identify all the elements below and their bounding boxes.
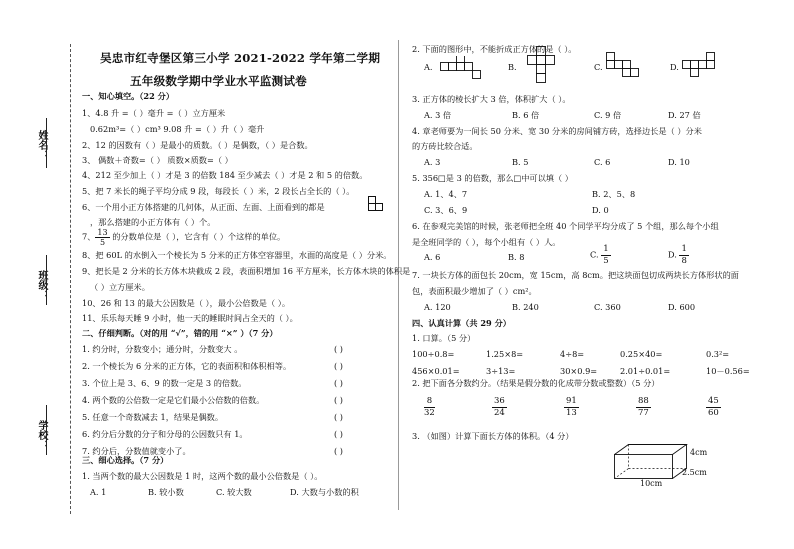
q1-line2: 0.62m³=（ ）cm³ 9.08 升 =（ ）升（ ）毫升	[90, 124, 265, 134]
q7-suffix: 的分数单位是（ ），它含有（ ）个这样的单位。	[109, 231, 286, 242]
choice-7-option-c[interactable]: C. 360	[594, 302, 621, 312]
reduce-fraction-1-denominator: 32	[424, 408, 435, 418]
reduce-fraction-5	[706, 396, 721, 419]
calc-row-2-item-1: 456×0.01=	[412, 366, 460, 376]
q6-view-figure-icon	[368, 196, 384, 212]
choice-3: 3. 正方体的棱长扩大 3 倍，体积扩大（ ）。	[412, 94, 571, 104]
class-underline	[46, 255, 48, 305]
reduce-fraction-4	[636, 396, 651, 419]
reduce-fraction-1	[424, 396, 435, 419]
binding-line	[70, 44, 71, 514]
choice-1-option-c[interactable]: C. 较大数	[216, 487, 252, 497]
cuboid-height-label: 4cm	[690, 448, 708, 457]
q6-line2: ，那么搭建的小正方体有（ ）个。	[90, 217, 216, 227]
calc-row-1-item-3: 4÷8=	[560, 349, 585, 359]
judge-4: 4. 两个数的公倍数一定是它们最小公倍数的倍数。	[82, 395, 265, 405]
q9-line1: 9、把长是 2 分米的长方体木块截成 2 段，表面积增加 16 平方厘米，长方体木块的体积是	[82, 266, 411, 276]
q7-fraction-numerator: 13	[97, 228, 108, 237]
judge-5: 5. 任意一个奇数减去 1，结果是偶数。	[82, 412, 224, 422]
choice-6-option-c-fraction	[601, 244, 610, 267]
choice-7-line1: 7. 一块长方体的面包长 20cm，宽 15cm，高 8cm。把这块面包切成两块长方体形状的面	[412, 270, 739, 280]
q3: 3、 偶数＋奇数=（ ） 质数×质数=（ ）	[82, 155, 233, 165]
section-1-heading: 一、知心填空。（22 分）	[82, 91, 175, 101]
choice-6-option-d-numerator: 1	[681, 244, 687, 254]
choice-6-option-d-denominator: 8	[681, 256, 687, 266]
choice-6-line1: 6. 在参观完美馆的时候，张老师把全班 40 个同学平均分成了 5 个组，那么每个小组	[412, 221, 719, 231]
choice-6-option-d[interactable]	[668, 244, 689, 267]
choice-1: 1. 当两个数的最大公因数是 1 时，这两个数的最小公倍数是（ ）。	[82, 471, 323, 481]
section-2-heading: 二、仔细判断。（对的用 “√”，错的用 “×” ）（7 分）	[82, 328, 278, 338]
reduce-fraction-5-numerator: 45	[708, 396, 719, 406]
choice-4-line2: 的方砖比较合适。	[412, 141, 478, 151]
reduce-fraction-3-numerator: 91	[566, 396, 577, 406]
exam-title: 吴忠市红寺堡区第三小学 2021-2022 学年第二学期	[100, 51, 381, 65]
q6-line1: 6、一个用小正方体搭建的几何体，从正面、左面、上面看到的都是	[82, 202, 325, 212]
exam-subtitle: 五年级数学期中学业水平监测试卷	[130, 74, 307, 88]
choice-3-option-c[interactable]: C. 9 倍	[594, 110, 622, 120]
choice-4-option-a[interactable]: A. 3	[424, 157, 441, 167]
reduce-fraction-1-numerator: 8	[424, 396, 435, 408]
choice-4-option-b[interactable]: B. 5	[512, 157, 529, 167]
choice-6-option-c-letter: C.	[590, 249, 599, 260]
reduce-fraction-2-numerator: 36	[494, 396, 505, 406]
choice-2-option-c[interactable]: C.	[594, 62, 603, 72]
reduce-fraction-4-denominator: 77	[638, 408, 649, 418]
choice-6-option-c[interactable]	[590, 244, 611, 267]
choice-6-option-c-denominator: 5	[603, 256, 609, 266]
school-label: 学校：	[36, 420, 47, 450]
choice-7-option-b[interactable]: B. 240	[512, 302, 539, 312]
q5: 5、把 7 米长的绳子平均分成 9 段，每段长（ ）米，2 段长占全长的（ ）。	[82, 186, 355, 196]
reduce-fraction-5-denominator: 60	[708, 408, 719, 418]
choice-5-option-b[interactable]: B. 2、5、8	[592, 189, 636, 199]
choice-7-option-a[interactable]: A. 120	[424, 302, 451, 312]
choice-3-option-d[interactable]: D. 27 倍	[668, 110, 701, 120]
judge-6: 6. 约分后分数的分子和分母的公因数只有 1。	[82, 429, 248, 439]
choice-6-option-a[interactable]: A. 6	[424, 252, 441, 262]
q7	[82, 228, 285, 247]
judge-5-answer[interactable]: ( )	[334, 412, 343, 422]
choice-5-option-a[interactable]: A. 1、4、7	[424, 189, 468, 199]
judge-3: 3. 个位上是 3、6、9 的数一定是 3 的倍数。	[82, 378, 247, 388]
calc-row-1-item-5: 0.3²=	[706, 349, 730, 359]
calc-2-heading: 2. 把下面各分数约分。（结果是假分数的化成带分数或整数）（5 分）	[412, 378, 660, 388]
choice-7-line2: 包，表面积最少增加了（ ）cm²。	[412, 286, 537, 296]
q8: 8、把 60L 的水倒入一个棱长为 5 分米的正方体空容器里，水面的高度是（ ）分米。	[82, 250, 392, 260]
judge-7-answer[interactable]: ( )	[334, 446, 343, 456]
choice-6-option-d-letter: D.	[668, 249, 677, 260]
calc-row-2-item-3: 30×0.9=	[560, 366, 598, 376]
choice-6-line2: 是全班同学的（ ），每个小组有（ ）人。	[412, 237, 561, 247]
net-a-icon	[440, 56, 488, 84]
choice-1-option-d[interactable]: D. 大数与小数的积	[290, 487, 359, 497]
q10: 10、26 和 13 的最大公因数是（ ），最小公倍数是（ ）。	[82, 298, 291, 308]
choice-7-option-d[interactable]: D. 600	[668, 302, 696, 312]
choice-3-option-a[interactable]: A. 3 倍	[424, 110, 452, 120]
school-underline	[46, 405, 48, 455]
choice-2: 2. 下面的图形中，不能折成正方体的是（ ）。	[412, 44, 577, 54]
q4: 4、212 至少加上（ ）才是 3 的倍数 184 至少减去（ ）才是 2 和 5 的倍数。	[82, 170, 368, 180]
choice-5-option-d[interactable]: D. 0	[592, 205, 609, 215]
choice-4-line1: 4. 章老师要为一间长 50 分米、宽 30 分米的房间铺方砖，选择边长是（ ）分米	[412, 126, 702, 136]
reduce-fraction-2	[492, 396, 507, 419]
reduce-fraction-4-numerator: 88	[638, 396, 649, 406]
calc-row-1-item-1: 100÷0.8=	[412, 349, 455, 359]
net-c-icon	[606, 52, 642, 86]
reduce-fraction-3-denominator: 13	[566, 408, 577, 418]
choice-6-option-b[interactable]: B. 8	[508, 252, 525, 262]
cuboid-length-label: 10cm	[640, 479, 663, 488]
name-label: 姓名：	[36, 130, 47, 160]
section-4-heading: 四、认真计算（共 29 分）	[412, 318, 511, 328]
choice-6-option-d-fraction	[679, 244, 688, 267]
choice-4-option-c[interactable]: C. 6	[594, 157, 611, 167]
q11: 11、乐乐每天睡 9 小时，他一天的睡眠时间占全天的（ ）。	[82, 313, 298, 323]
choice-3-option-b[interactable]: B. 6 倍	[512, 110, 540, 120]
choice-1-option-a[interactable]: A. 1	[90, 487, 107, 497]
q7-prefix: 7、	[82, 231, 96, 242]
choice-5-option-c[interactable]: C. 3、6、9	[424, 205, 468, 215]
calc-3-heading: 3. （如图）计算下面长方体的体积。（4 分）	[412, 431, 574, 441]
judge-1: 1. 约分时，分数变小；通分时，分数变大 。	[82, 344, 243, 354]
calc-row-1-item-2: 1.25×8=	[486, 349, 524, 359]
judge-2-answer[interactable]: ( )	[334, 361, 343, 371]
choice-2-option-a[interactable]: A.	[424, 62, 433, 72]
calc-row-2-item-5: 10－0.56=	[706, 366, 750, 376]
q9-line2: （ ）立方厘米。	[90, 282, 150, 292]
calc-row-1-item-4: 0.25×40=	[620, 349, 663, 359]
judge-6-answer[interactable]: ( )	[334, 429, 343, 439]
judge-4-answer[interactable]: ( )	[334, 395, 343, 405]
judge-1-answer[interactable]: ( )	[334, 344, 343, 354]
q7-fraction	[95, 228, 109, 247]
judge-7: 7. 约分后，分数值就变小了。	[82, 446, 191, 456]
choice-4-option-d[interactable]: D. 10	[668, 157, 690, 167]
cuboid-width-label: 2.5cm	[682, 468, 707, 477]
choice-6-option-c-numerator: 1	[603, 244, 609, 254]
judge-3-answer[interactable]: ( )	[334, 378, 343, 388]
choice-5: 5. 356□是 3 的倍数，那么□中可以填（ ）	[412, 173, 573, 183]
calc-1-heading: 1. 口算。（5 分）	[412, 333, 476, 343]
calc-row-2-item-4: 2.01÷0.01=	[620, 366, 671, 376]
choice-1-option-b[interactable]: B. 较小数	[148, 487, 184, 497]
reduce-fraction-2-denominator: 24	[494, 408, 505, 418]
choice-2-option-b[interactable]: B.	[508, 62, 517, 72]
reduce-fraction-3	[564, 396, 579, 419]
q2: 2、12 的因数有（ ）是最小的质数。（ ）是偶数，（ ）是合数。	[82, 140, 313, 150]
class-label: 班级：	[36, 270, 47, 300]
choice-2-option-d[interactable]: D.	[670, 62, 679, 72]
q7-fraction-denominator: 5	[99, 238, 106, 247]
q1-line1: 1、4.8 升 =（ ）毫升 =（ ）立方厘米	[82, 108, 226, 118]
net-d-icon	[682, 52, 722, 86]
net-b-icon	[524, 46, 558, 90]
section-3-heading: 三、细心选择。（7 分）	[82, 455, 169, 465]
name-underline	[46, 118, 48, 168]
judge-2: 2. 一个棱长为 6 分米的正方体，它的表面积和体积相等。	[82, 361, 292, 371]
calc-row-2-item-2: 3÷13=	[486, 366, 516, 376]
